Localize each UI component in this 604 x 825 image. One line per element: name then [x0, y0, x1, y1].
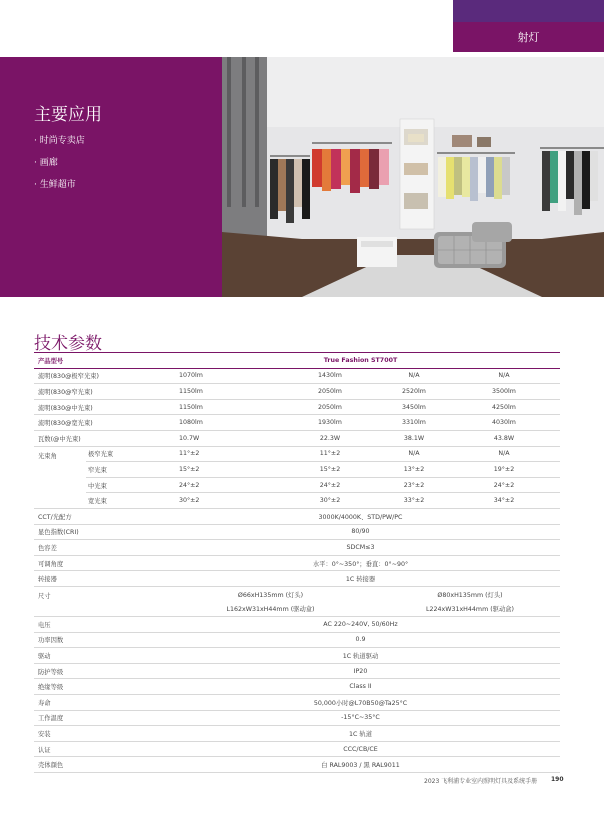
cell: AC 220~240V, 50/60Hz [161, 617, 560, 633]
cell: 2520lm [380, 384, 448, 400]
cell: 3310lm [380, 415, 448, 431]
cell: 30°±2 [280, 493, 380, 509]
row-label: 壳体颜色 [34, 757, 161, 773]
cell: N/A [380, 368, 448, 384]
cell: 19°±2 [448, 462, 560, 478]
page-number: 190 [551, 776, 564, 783]
row-label: 流明(830@中光束) [34, 399, 161, 415]
cell: 13°±2 [380, 462, 448, 478]
row-label: 工作温度 [34, 710, 161, 726]
row-label: 寿命 [34, 695, 161, 711]
row-label: 功率因数 [34, 632, 161, 648]
cell: N/A [448, 368, 560, 384]
cell: 1C 轨道驱动 [161, 648, 560, 664]
table-row [34, 695, 560, 711]
spec-table [34, 352, 560, 773]
applications-panel [0, 57, 222, 297]
table-row [34, 462, 560, 478]
cell: N/A [448, 446, 560, 462]
beam-type: 中光束 [86, 477, 161, 493]
row-label: 电压 [34, 617, 161, 633]
cell: 1C 轨道 [161, 726, 560, 742]
model-value: True Fashion ST700T [161, 353, 560, 369]
cell: 4030lm [448, 415, 560, 431]
cell: 1150lm [161, 384, 280, 400]
row-label: 流明(830@极窄光束) [34, 368, 161, 384]
table-row [34, 524, 560, 540]
cell: 白 RAL9003 / 黑 RAL9011 [161, 757, 560, 773]
row-label: 瓦数(@中光束) [34, 430, 161, 446]
application-item: · 画廊 [34, 158, 58, 168]
row-label: 流明(830@宽光束) [34, 415, 161, 431]
cell: 1430lm [280, 368, 380, 384]
row-label: CCT/光配方 [34, 508, 161, 524]
cell: -15°C~35°C [161, 710, 560, 726]
row-label: 绝缘等级 [34, 679, 161, 695]
row-label: 安装 [34, 726, 161, 742]
hero-section [0, 57, 604, 297]
beam-angle-label: 光束角 [34, 446, 86, 508]
footer-text: 2023 飞利浦专业室内照明灯具及系统手册 [424, 778, 538, 785]
cell: SDCM≤3 [161, 540, 560, 556]
beam-type: 极窄光束 [86, 446, 161, 462]
table-row [34, 415, 560, 431]
row-label: 转接器 [34, 571, 161, 587]
table-row [34, 540, 560, 556]
table-row [34, 399, 560, 415]
tab-strip [453, 0, 604, 22]
cell: N/A [380, 446, 448, 462]
table-row [34, 508, 560, 524]
model-label: 产品型号 [34, 353, 161, 369]
table-row [34, 617, 560, 633]
application-item: · 时尚专卖店 [34, 136, 85, 146]
cell: Class II [161, 679, 560, 695]
cell: 15°±2 [161, 462, 280, 478]
table-row [34, 663, 560, 679]
cell: Ø66xH135mm (灯头) [237, 591, 304, 599]
cell: 1080lm [161, 415, 280, 431]
table-row [34, 741, 560, 757]
row-label: 防护等级 [34, 663, 161, 679]
table-row [34, 726, 560, 742]
cell: 34°±2 [448, 493, 560, 509]
table-row [34, 477, 560, 493]
applications-title: 主要应用 [34, 105, 102, 125]
cell: 2050lm [280, 399, 380, 415]
table-row [34, 493, 560, 509]
cell: 43.8W [448, 430, 560, 446]
cell: 1C 转接器 [161, 571, 560, 587]
row-label: 显色指数(CRI) [34, 524, 161, 540]
specs-section-title: 技术参数 [34, 334, 102, 354]
table-row [34, 555, 560, 571]
cell: IP20 [161, 663, 560, 679]
table-row [34, 430, 560, 446]
applications-list [34, 135, 85, 201]
cell: 3000K/4000K、STD/PW/PC [161, 508, 560, 524]
spec-table-header [34, 353, 560, 369]
table-row [34, 632, 560, 648]
cell: Ø80xH135mm (灯头) [437, 591, 503, 599]
cell: 水平：0°~350°；垂直：0°~90° [161, 555, 560, 571]
table-row [34, 571, 560, 587]
cell: 11°±2 [280, 446, 380, 462]
cell: 2050lm [280, 384, 380, 400]
table-row [34, 586, 560, 601]
table-row [34, 384, 560, 400]
cell: 23°±2 [380, 477, 448, 493]
row-label: 可调角度 [34, 555, 161, 571]
cell: 38.1W [380, 430, 448, 446]
table-row [34, 648, 560, 664]
cell: 24°±2 [161, 477, 280, 493]
category-tab: 射灯 [453, 22, 604, 52]
beam-type: 宽光束 [86, 493, 161, 509]
cell: 11°±2 [161, 446, 280, 462]
size-label: 尺寸 [34, 586, 161, 616]
table-row [34, 446, 560, 462]
cell: 22.3W [280, 430, 380, 446]
cell: 24°±2 [280, 477, 380, 493]
beam-type: 窄光束 [86, 462, 161, 478]
cell: L162xW31xH44mm (驱动盒) [161, 602, 380, 617]
cell: 80/90 [161, 524, 560, 540]
cell: 3450lm [380, 399, 448, 415]
cell: 33°±2 [380, 493, 448, 509]
cell: 50,000小时@L70B50@Ta25°C [161, 695, 560, 711]
application-item: · 生鲜超市 [34, 180, 76, 190]
row-label: 色容差 [34, 540, 161, 556]
cell: 0.9 [161, 632, 560, 648]
table-row [34, 710, 560, 726]
cell: L224xW31xH44mm (驱动盒) [380, 602, 560, 617]
row-label: 流明(830@窄光束) [34, 384, 161, 400]
row-label: 认证 [34, 741, 161, 757]
store-interior-photo [222, 57, 604, 297]
cell: 1070lm [161, 368, 280, 384]
cell: 3500lm [448, 384, 560, 400]
table-row [34, 679, 560, 695]
table-row [34, 757, 560, 773]
table-row [34, 368, 560, 384]
cell: 30°±2 [161, 493, 280, 509]
cell: CCC/CB/CE [161, 741, 560, 757]
cell: 4250lm [448, 399, 560, 415]
cell: 15°±2 [280, 462, 380, 478]
cell: 1930lm [280, 415, 380, 431]
cell: 1150lm [161, 399, 280, 415]
cell: 10.7W [161, 430, 280, 446]
row-label: 驱动 [34, 648, 161, 664]
cell: 24°±2 [448, 477, 560, 493]
